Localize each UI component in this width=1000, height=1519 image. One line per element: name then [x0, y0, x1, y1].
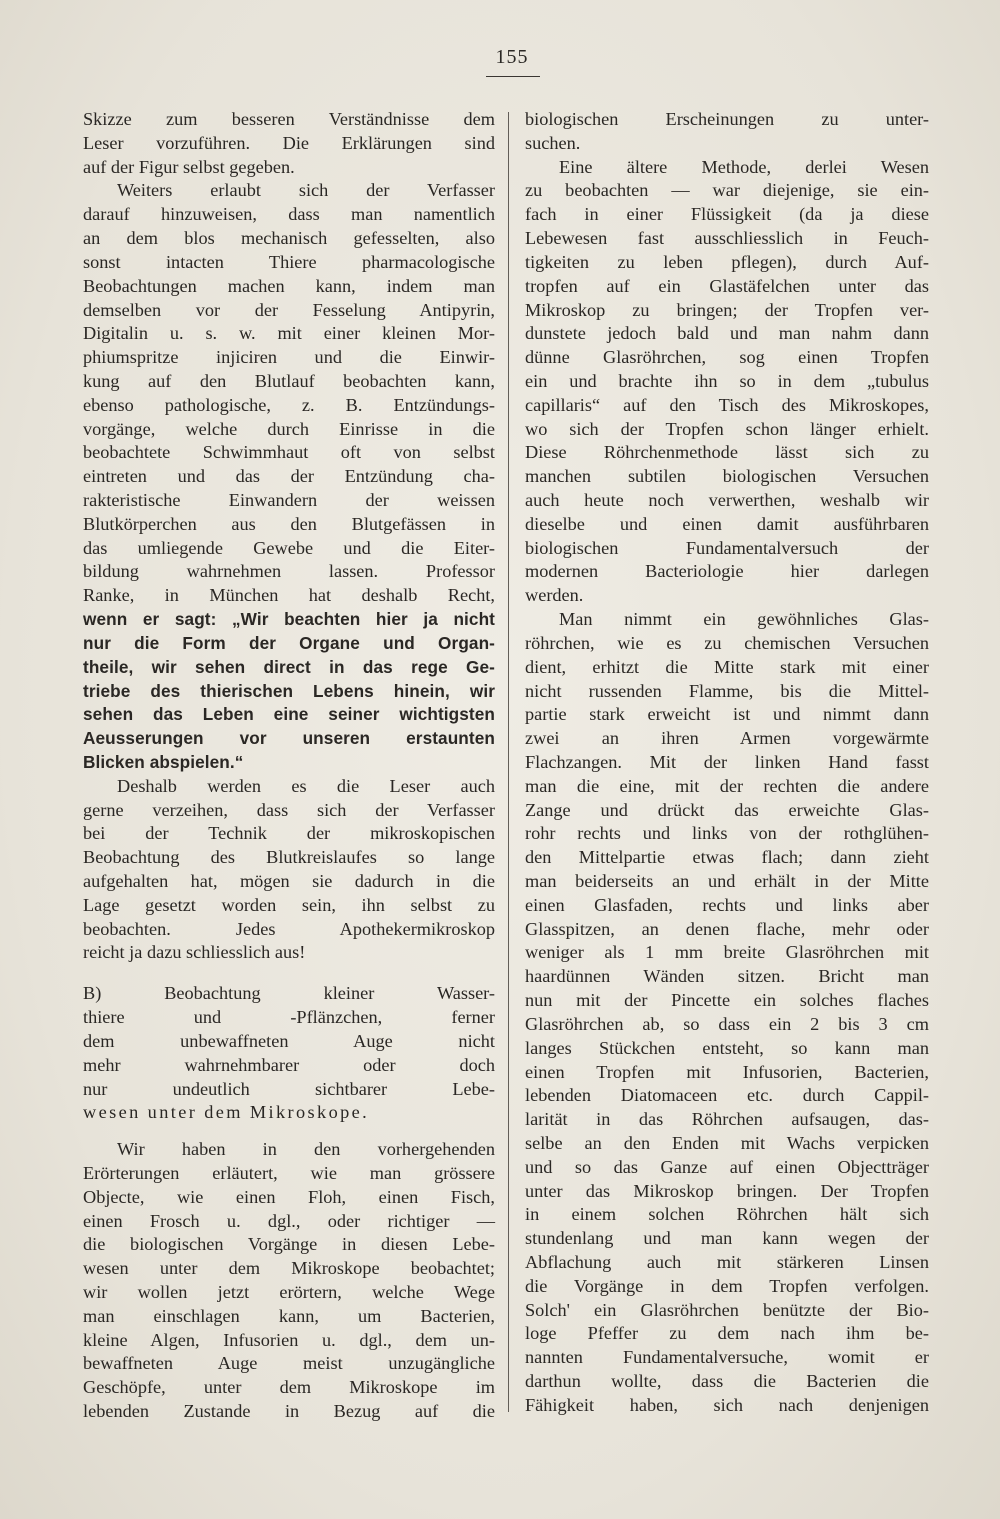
text-line: Geschöpfe, unter dem Mikroskope im [83, 1377, 495, 1398]
quote-line: sehen das Leben eine seiner wichtigsten [83, 704, 495, 725]
text-line: auch heute noch verwerthen, weshalb wir [525, 490, 929, 510]
text-line: bildung wahrnehmen lassen. Professor [83, 561, 495, 582]
text-line: fach in einer Flüssigkeit (da ja diese [525, 204, 929, 225]
text-line: nicht russenden Flamme, bis die Mittel- [525, 680, 929, 701]
text-line: Wir haben in den vorhergehenden [117, 1139, 495, 1160]
text-line: haardünnen Wänden sitzen. Bricht man [525, 966, 929, 987]
text-line: Erörterungen erläutert, wie man grössere [83, 1162, 495, 1183]
text-line: die Vorgänge in dem Tropfen verfolgen. [525, 1275, 929, 1296]
text-line: langes Stückchen entsteht, so kann man [525, 1037, 929, 1058]
text-line: Objecte, wie einen Floh, einen Fisch, [83, 1186, 495, 1207]
text-line: dunstete jedoch bald und man nahm dann [525, 323, 929, 344]
text-line: bewaffneten Auge meist unzugängliche [83, 1353, 495, 1374]
text-line: röhrchen, wie es zu chemischen Versuchen [525, 632, 929, 653]
right-column [525, 108, 929, 1418]
text-line: Leser vorzuführen. Die Erklärungen sind [83, 132, 495, 153]
text-line: auf der Figur selbst gegeben. [83, 156, 295, 177]
text-line: Zange und drückt das erweichte Glas- [525, 799, 929, 820]
text-line: Glasspitzen, an denen flache, mehr oder [525, 918, 929, 939]
text-line: zwei an ihren Armen vorgewärmte [525, 728, 929, 749]
text-line: ebenso pathologische, z. B. Entzündungs- [83, 394, 495, 415]
heading-line: dem unbewaffneten Auge nicht [83, 1030, 495, 1051]
text-line: man die eine, mit der rechten die andere [525, 775, 929, 796]
text-line: lebenden Diatomaceen etc. durch Cappil- [525, 1085, 929, 1106]
text-line: Weiters erlaubt sich der Verfasser [117, 180, 495, 201]
text-line: reicht ja dazu schliesslich aus! [83, 942, 306, 963]
text-line: gerne verzeihen, dass sich der Verfasser [83, 799, 495, 820]
text-line: lebenden Zustande in Bezug auf die [83, 1401, 495, 1422]
text-line: vorgänge, welche durch Einrisse in die [83, 418, 495, 439]
text-line: darauf hinzuweisen, dass man namentlich [83, 204, 495, 225]
text-line: demselben vor der Fesselung Antipyrin, [83, 299, 495, 320]
heading-line: wesen unter dem Mikroskope. [83, 1102, 370, 1123]
text-line: phiumspritze injiciren und die Einwir- [83, 347, 495, 368]
text-line: dieselbe und einen damit ausführbaren [525, 513, 929, 534]
text-line: Man nimmt ein gewöhnliches Glas- [559, 609, 929, 630]
text-line: einen Frosch u. dgl., oder richtiger — [83, 1210, 495, 1231]
text-line: einen Tropfen mit Infusorien, Bacterien, [525, 1061, 929, 1082]
text-line: nannten Fundamentalversuche, womit er [525, 1347, 929, 1368]
text-line: larität in das Röhrchen aufsaugen, das- [525, 1109, 929, 1130]
heading-line: nur undeutlich sichtbarer Lebe- [83, 1078, 495, 1099]
text-line: eintreten und das der Entzündung cha- [83, 466, 495, 487]
text-line: in einem solchen Röhrchen hält sich [525, 1204, 929, 1225]
text-line: suchen. [525, 132, 581, 153]
text-line: Skizze zum besseren Verständnisse dem [83, 109, 495, 129]
quote-line: wenn er sagt: „Wir beachten hier ja nicht [83, 609, 495, 630]
text-line: Solch' ein Glasröhrchen benützte der Bio- [525, 1299, 929, 1320]
section-heading [83, 982, 495, 1125]
quote-line: Blicken abspielen.“ [83, 751, 244, 772]
page-number-rule [486, 76, 540, 77]
text-line: tropfen auf ein Glastäfelchen unter das [525, 275, 929, 296]
text-line: man beiderseits an und erhält in der Mitte [525, 871, 929, 891]
text-line: weniger als 1 mm breite Glasröhrchen mit [525, 942, 929, 963]
text-line: die biologischen Vorgänge in diesen Lebe- [83, 1234, 495, 1255]
text-line: werden. [525, 585, 584, 606]
text-line: Glasröhrchen ab, so dass ein 2 bis 3 cm [525, 1013, 929, 1034]
text-line: zu beobachten — war diejenige, sie ein- [525, 180, 929, 201]
text-line: dient, erhitzt die Mitte stark mit einer [525, 656, 929, 677]
text-line: Lage gesetzt worden sein, ihn selbst zu [83, 894, 495, 915]
text-line: capillaris“ auf den Tisch des Mikroskopes, [525, 394, 929, 415]
text-line: stundenlang und man kann wegen der [525, 1228, 929, 1249]
text-line: an dem blos mechanisch gefesselten, also [83, 228, 495, 249]
text-line: Mikroskop zu bringen; der Tropfen ver- [525, 299, 929, 320]
text-line: wesen unter dem Mikroskope beobachtet; [83, 1258, 495, 1279]
text-line: den Mittelpartie etwas flach; dann zieht [525, 847, 929, 868]
text-line: Abflachung auch mit stärkeren Linsen [525, 1252, 929, 1272]
text-line: tigkeiten zu leben pflegen), durch Auf- [525, 251, 929, 272]
text-line: biologischen Fundamentalversuch der [525, 537, 929, 558]
text-line: rakteristische Einwandern der weissen [83, 490, 495, 510]
text-line: Digitalin u. s. w. mit einer kleinen Mor- [83, 323, 495, 344]
text-line: kleine Algen, Infusorien u. dgl., dem un- [83, 1329, 495, 1350]
text-line: bei der Technik der mikroskopischen [83, 823, 495, 844]
text-line: manchen subtilen biologischen Versuchen [525, 466, 929, 487]
text-line: und so das Ganze auf einen Objectträger [525, 1156, 929, 1177]
text-line: dünne Glasröhrchen, sog einen Tropfen [525, 347, 929, 368]
text-line: Blutkörperchen aus den Blutgefässen in [83, 513, 495, 534]
text-line: darthun wollte, dass die Bacterien die [525, 1371, 929, 1392]
text-line: unter das Mikroskop bringen. Der Tropfen [525, 1180, 929, 1201]
paragraph [83, 1138, 495, 1424]
text-line: nun mit der Pincette ein solches flaches [525, 990, 929, 1011]
heading-line: mehr wahrnehmbarer oder doch [83, 1054, 495, 1075]
text-line: Fähigkeit haben, sich nach denjenigen [525, 1394, 929, 1415]
page-number: 155 [495, 46, 529, 68]
text-line: loge Pfeffer zu dem nach ihm be- [525, 1323, 929, 1344]
quote-line: triebe des thierischen Lebens hinein, wir [83, 680, 495, 701]
heading-line: B) Beobachtung kleiner Wasser- [83, 983, 495, 1004]
text-line: Beobachtungen machen kann, indem man [83, 275, 495, 296]
text-line: Beobachtung des Blutkreislaufes so lange [83, 847, 495, 868]
text-line: biologischen Erscheinungen zu unter- [525, 109, 929, 129]
text-line: Flachzangen. Mit der linken Hand fasst [525, 751, 929, 772]
text-line: wo sich der Tropfen schon länger erhielt. [525, 418, 929, 439]
text-line: partie stark erweicht ist und nimmt dann [525, 704, 929, 725]
column-divider [508, 112, 509, 1412]
text-line: selbe an den Enden mit Wachs verpicken [525, 1132, 929, 1153]
text-line: sonst intacten Thiere pharmacologische [83, 251, 495, 272]
text-line: einen Glasfaden, rechts und links aber [525, 894, 929, 915]
text-line: kung auf den Blutlauf beobachten kann, [83, 370, 495, 391]
text-line: beobachten. Jedes Apothekermikroskop [83, 918, 495, 939]
text-line: Eine ältere Methode, derlei Wesen [559, 156, 929, 177]
left-column [83, 108, 495, 1424]
text-line: aufgehalten hat, mögen sie dadurch in die [83, 871, 495, 891]
text-line: ein und brachte ihn so in dem „tubulus [525, 370, 929, 391]
text-line: Ranke, in München hat deshalb Recht, [83, 585, 495, 606]
text-line: beobachtete Schwimmhaut oft von selbst [83, 442, 495, 463]
quote-line: Aeusserungen vor unseren erstaunten [83, 728, 495, 749]
text-line: wir wollen jetzt erörtern, welche Wege [83, 1282, 495, 1302]
heading-line: thiere und -Pflänzchen, ferner [83, 1007, 495, 1028]
text-line: rohr rechts und links von der rothglühen- [525, 823, 929, 844]
text-line: modernen Bacteriologie hier darlegen [525, 561, 929, 582]
text-line: Lebewesen fast ausschliesslich in Feuch- [525, 228, 929, 249]
text-line: das umliegende Gewebe und die Eiter- [83, 537, 495, 558]
text-line: Diese Röhrchenmethode lässt sich zu [525, 442, 929, 463]
text-line: Deshalb werden es die Leser auch [117, 775, 495, 796]
quote-line: nur die Form der Organe und Organ- [83, 632, 495, 653]
quote-line: theile, wir sehen direct in das rege Ge- [83, 656, 495, 677]
text-line: man einschlagen kann, um Bacterien, [83, 1305, 495, 1326]
